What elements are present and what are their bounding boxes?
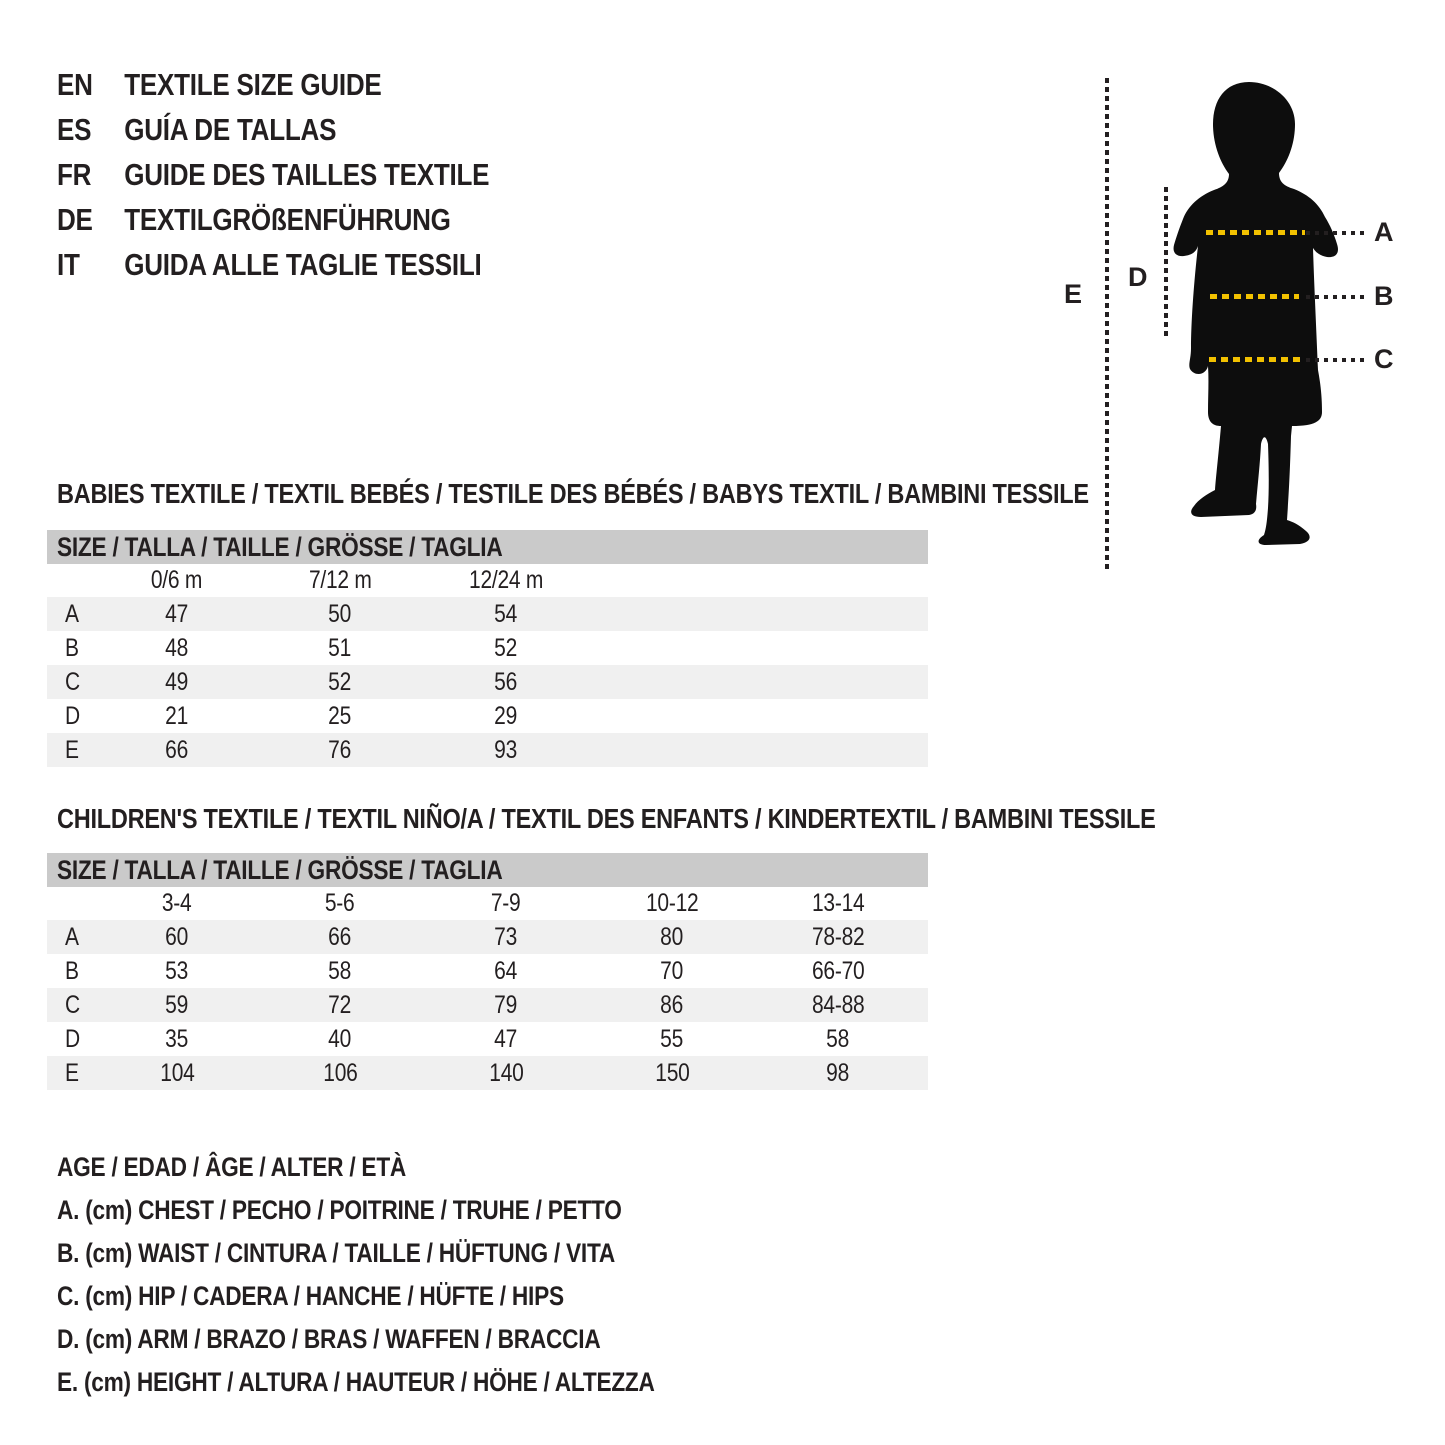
row-label: C <box>65 667 80 696</box>
cell-value: 60 <box>165 922 189 951</box>
column-header-cell: 12/24 m <box>468 566 544 594</box>
marker-label-c: C <box>1374 344 1394 374</box>
cell-value: 40 <box>328 1024 352 1053</box>
language-row <box>57 62 489 107</box>
table-row <box>47 988 928 1022</box>
language-title: TEXTILGRÖßENFÜHRUNG <box>124 201 451 237</box>
column-header-cell: 3-4 <box>162 889 192 917</box>
row-label: D <box>65 1024 80 1053</box>
waist-dotted-leader-b <box>1306 295 1364 299</box>
cell-value: 54 <box>494 599 518 628</box>
cell-value: 58 <box>328 956 352 985</box>
cell-value: 51 <box>328 633 352 662</box>
cell-value: 150 <box>654 1058 690 1087</box>
language-code: DE <box>57 201 93 237</box>
chest-dash-line-a <box>1206 230 1305 235</box>
column-header-cell: 7-9 <box>491 889 521 917</box>
cell-value: 25 <box>328 701 352 730</box>
row-label: D <box>65 701 80 730</box>
table-row <box>47 1056 928 1090</box>
table-row <box>47 954 928 988</box>
row-label: E <box>65 1058 79 1087</box>
table-row <box>47 597 928 631</box>
cell-value: 78-82 <box>811 922 865 951</box>
table-row <box>47 1022 928 1056</box>
row-label: B <box>65 956 79 985</box>
row-label: A <box>65 599 79 628</box>
table-row <box>47 699 928 733</box>
marker-label-e: E <box>1064 279 1082 309</box>
marker-label-b: B <box>1374 281 1394 311</box>
cell-value: 59 <box>165 990 189 1019</box>
legend-line: B. (cm) WAIST / CINTURA / TAILLE / HÜFTUNG / VITA <box>57 1238 615 1268</box>
hip-dotted-leader-c <box>1306 358 1364 362</box>
cell-value: 104 <box>159 1058 195 1087</box>
cell-value: 49 <box>165 667 189 696</box>
cell-value: 56 <box>494 667 518 696</box>
cell-value: 93 <box>494 735 518 764</box>
table-column-header-row <box>47 887 928 920</box>
cell-value: 80 <box>660 922 684 951</box>
chest-dotted-leader-a <box>1306 231 1364 235</box>
language-code: ES <box>57 111 92 147</box>
legend-line: D. (cm) ARM / BRAZO / BRAS / WAFFEN / BRACCIA <box>57 1324 601 1354</box>
language-title: TEXTILE SIZE GUIDE <box>124 66 382 102</box>
hip-dash-line-c <box>1209 357 1304 362</box>
column-header-cell: 0/6 m <box>151 566 203 594</box>
cell-value: 21 <box>165 701 189 730</box>
marker-label-a: A <box>1374 217 1394 247</box>
legend-line: E. (cm) HEIGHT / ALTURA / HAUTEUR / HÖHE / ALTEZZA <box>57 1367 655 1397</box>
cell-value: 84-88 <box>811 990 865 1019</box>
children-size-table <box>47 853 928 1090</box>
cell-value: 106 <box>322 1058 358 1087</box>
row-label: A <box>65 922 79 951</box>
language-code: EN <box>57 66 93 102</box>
cell-value: 66-70 <box>811 956 865 985</box>
cell-value: 55 <box>660 1024 684 1053</box>
cell-value: 64 <box>494 956 518 985</box>
language-title: GUIDE DES TAILLES TEXTILE <box>124 156 490 192</box>
cell-value: 50 <box>328 599 352 628</box>
measurement-legend <box>57 1146 768 1404</box>
column-header-cell: 5-6 <box>325 889 355 917</box>
marker-label-d: D <box>1128 262 1148 292</box>
language-row <box>57 242 489 287</box>
table-row <box>47 920 928 954</box>
header-language-list <box>57 62 572 287</box>
cell-value: 86 <box>660 990 684 1019</box>
language-title: GUÍA DE TALLAS <box>124 111 337 147</box>
legend-line: C. (cm) HIP / CADERA / HANCHE / HÜFTE / HIPS <box>57 1281 564 1311</box>
legend-line: AGE / EDAD / ÂGE / ALTER / ETÀ <box>57 1152 407 1182</box>
babies-size-table <box>47 530 928 767</box>
table-header-bar: SIZE / TALLA / TAILLE / GRÖSSE / TAGLIA <box>47 853 928 887</box>
cell-value: 66 <box>165 735 189 764</box>
waist-dash-line-b <box>1210 294 1299 299</box>
arm-measure-line-d <box>1164 187 1168 337</box>
children-section-title: CHILDREN'S TEXTILE / TEXTIL NIÑO/A / TEXTIL DES ENFANTS / KINDERTEXTIL / BAMBINI TESSILE <box>57 803 1156 834</box>
cell-value: 52 <box>494 633 518 662</box>
language-title: GUIDA ALLE TAGLIE TESSILI <box>124 246 482 282</box>
language-code: IT <box>57 246 80 282</box>
cell-value: 66 <box>328 922 352 951</box>
table-row <box>47 665 928 699</box>
cell-value: 48 <box>165 633 189 662</box>
cell-value: 76 <box>328 735 352 764</box>
language-row <box>57 152 489 197</box>
cell-value: 58 <box>826 1024 850 1053</box>
language-row <box>57 107 489 152</box>
column-header-cell: 13-14 <box>811 889 865 917</box>
table-row <box>47 631 928 665</box>
cell-value: 53 <box>165 956 189 985</box>
cell-value: 35 <box>165 1024 189 1053</box>
row-label: E <box>65 735 79 764</box>
table-column-header-row <box>47 564 928 597</box>
row-label: C <box>65 990 80 1019</box>
legend-line: A. (cm) CHEST / PECHO / POITRINE / TRUHE / PETTO <box>57 1195 622 1225</box>
table-header-bar: SIZE / TALLA / TAILLE / GRÖSSE / TAGLIA <box>47 530 928 564</box>
cell-value: 29 <box>494 701 518 730</box>
cell-value: 52 <box>328 667 352 696</box>
language-row <box>57 197 489 242</box>
cell-value: 70 <box>660 956 684 985</box>
babies-section-title: BABIES TEXTILE / TEXTIL BEBÉS / TESTILE DES BÉBÉS / BABYS TEXTIL / BAMBINI TESSILE <box>57 478 1089 509</box>
language-code: FR <box>57 156 92 192</box>
cell-value: 98 <box>826 1058 850 1087</box>
cell-value: 79 <box>494 990 518 1019</box>
cell-value: 72 <box>328 990 352 1019</box>
column-header-cell: 10-12 <box>645 889 699 917</box>
cell-value: 47 <box>494 1024 518 1053</box>
cell-value: 47 <box>165 599 189 628</box>
table-row <box>47 733 928 767</box>
cell-value: 73 <box>494 922 518 951</box>
cell-value: 140 <box>488 1058 524 1087</box>
column-header-cell: 7/12 m <box>308 566 372 594</box>
row-label: B <box>65 633 79 662</box>
